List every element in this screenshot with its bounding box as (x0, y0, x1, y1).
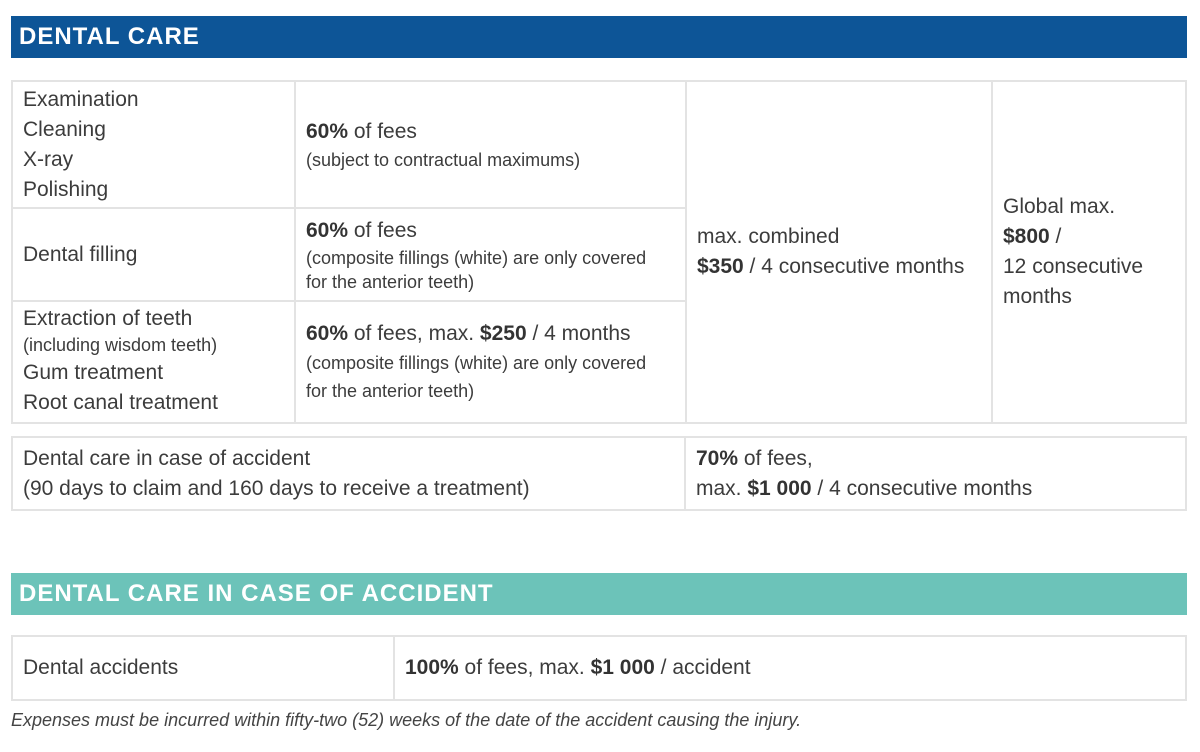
combined-max-amount: $350 (697, 255, 744, 278)
combined-max-period: / 4 consecutive months (743, 255, 965, 278)
global-max-cell (992, 81, 1186, 423)
accident-coverage-cell (394, 636, 1186, 700)
dental-accidents-table (11, 635, 1187, 701)
service-item: Polishing (23, 177, 109, 201)
coverage-percent: 100% (405, 656, 459, 679)
accident-label-cell (12, 636, 394, 700)
service-item: Examination (23, 87, 139, 111)
table-row (12, 81, 1186, 208)
coverage-max: $250 (479, 322, 527, 345)
coverage-note: (composite fillings (white) are only covered (306, 353, 647, 373)
accident-label-detail: (90 days to claim and 160 days to receive a treatment) (23, 476, 530, 500)
service-item: Gum treatment (23, 361, 164, 384)
section-title: DENTAL CARE (19, 23, 200, 50)
service-item: Cleaning (23, 117, 106, 141)
service-item: Dental filling (23, 242, 138, 266)
table-row (12, 437, 1186, 510)
combined-max-cell (686, 81, 992, 423)
accident-care-table (11, 436, 1187, 511)
coverage-note: for the anterior teeth) (306, 381, 475, 401)
coverage-text: of fees, (738, 446, 813, 470)
dental-care-table (11, 80, 1187, 424)
coverage-max: $1 000 (747, 476, 812, 500)
coverage-percent: 60% (306, 119, 349, 143)
footnote: Expenses must be incurred within fifty-two (52) weeks of the date of the accident causing the injury. (11, 710, 802, 730)
service-item: Extraction of teeth (23, 307, 193, 330)
service-subnote: (including wisdom teeth) (23, 335, 218, 355)
coverage-text: of fees (348, 218, 417, 242)
service-item: X-ray (23, 147, 74, 171)
accident-label: Dental accidents (23, 656, 179, 679)
coverage-period: / 4 consecutive months (811, 476, 1033, 500)
accident-coverage-cell (685, 437, 1186, 510)
coverage-note: (subject to contractual maximums) (306, 149, 581, 170)
coverage-percent: 60% (306, 218, 349, 242)
coverage-percent: 70% (696, 446, 739, 470)
services-cell (12, 208, 295, 301)
coverage-text: of fees, max. (458, 656, 591, 679)
coverage-max-prefix: max. (696, 476, 748, 500)
coverage-cell (295, 81, 686, 208)
global-max-label: Global max. (1003, 195, 1116, 218)
global-max-slash: / (1049, 225, 1062, 248)
coverage-period: / 4 months (526, 322, 631, 345)
coverage-max: $1 000 (590, 656, 655, 679)
section-title: DENTAL CARE IN CASE OF ACCIDENT (19, 580, 494, 607)
accident-section-header (11, 573, 1187, 615)
global-max-period-2: months (1003, 285, 1072, 308)
global-max-period: 12 consecutive (1003, 255, 1144, 278)
coverage-note: (composite fillings (white) are only covered (306, 247, 647, 268)
coverage-cell (295, 301, 686, 423)
global-max-amount: $800 (1003, 225, 1050, 248)
coverage-cell (295, 208, 686, 301)
service-item: Root canal treatment (23, 391, 218, 414)
coverage-text: of fees, max. (348, 322, 480, 345)
accident-label-cell (12, 437, 685, 510)
accident-label: Dental care in case of accident (23, 446, 311, 470)
coverage-percent: 60% (306, 322, 349, 345)
table-row (12, 636, 1186, 700)
services-cell (12, 301, 295, 423)
coverage-text: of fees (348, 119, 417, 143)
services-cell (12, 81, 295, 208)
coverage-period: / accident (654, 656, 751, 679)
dental-care-header (11, 16, 1187, 58)
combined-max-label: max. combined (697, 225, 840, 248)
coverage-note: for the anterior teeth) (306, 271, 475, 292)
